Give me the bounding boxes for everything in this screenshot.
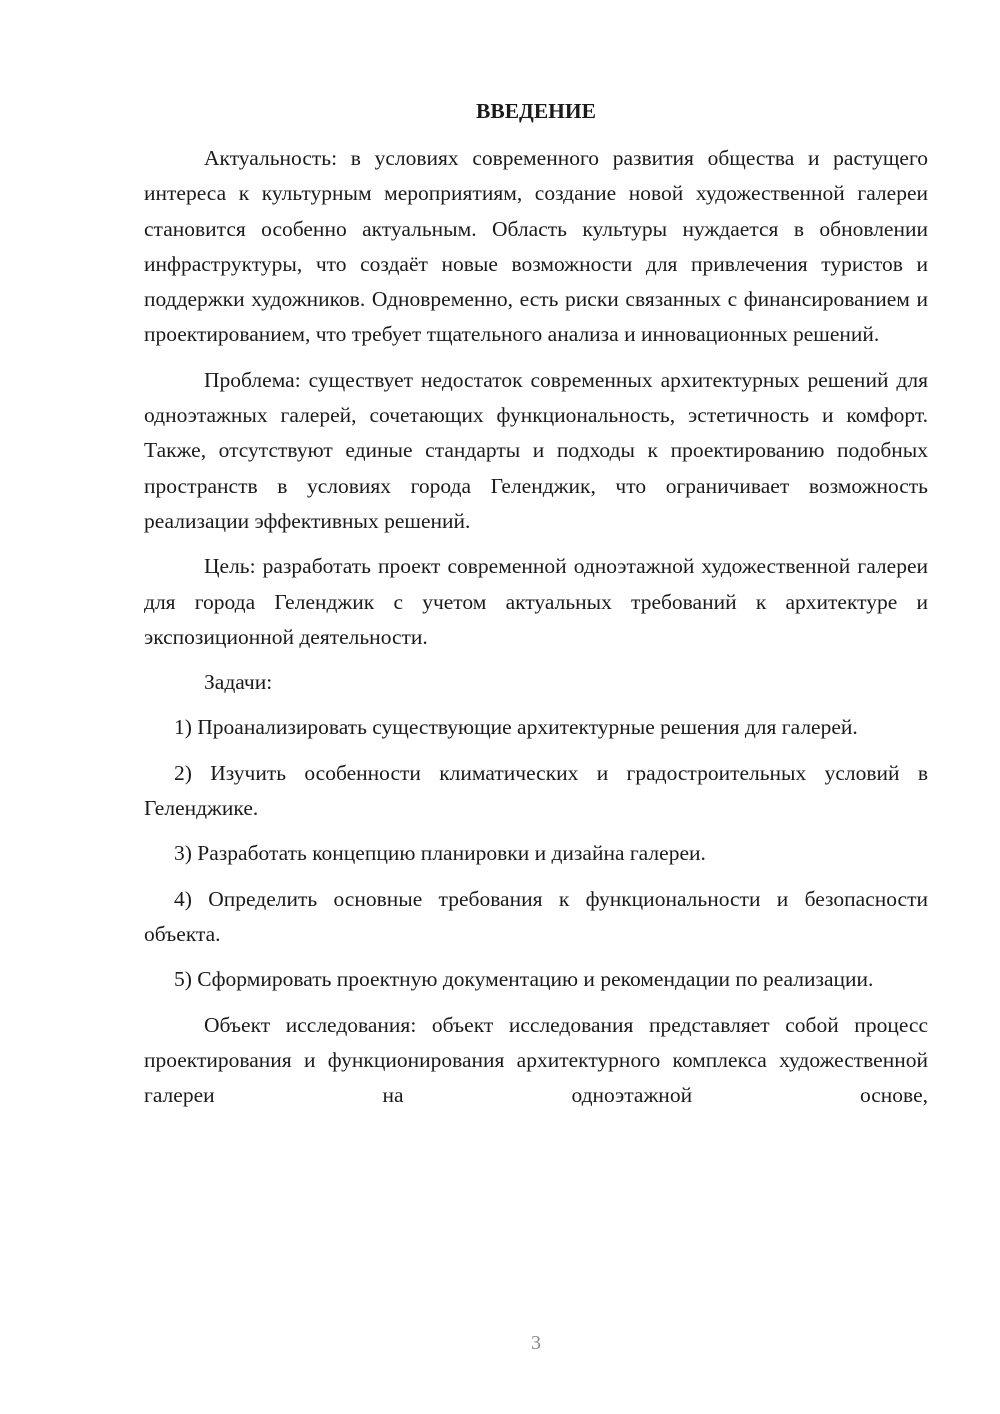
problem-paragraph: Проблема: существует недостаток современных архитектурных решений для одноэтажных галерей, сочетающих функциональность, эстетичность и комфорт. Также, отсутствуют единые стандарты и подходы к проектированию подобных пространств в условиях города Геленджик, что ограничивает возможность реализации эффективных решений.	[144, 367, 928, 533]
page-number: 3	[531, 1332, 541, 1354]
task-item-3: 3) Разработать концепцию планировки и дизайна галереи.	[174, 841, 706, 866]
task-item-1: 1) Проанализировать существующие архитектурные решения для галерей.	[174, 715, 858, 740]
document-page	[144, 96, 928, 1123]
object-paragraph: Объект исследования: объект исследования представляет собой процесс проектирования и функционирования архитектурного комплекса художественной галереи на одноэтажной основе,	[144, 1012, 928, 1108]
task-item-4: 4) Определить основные требования к функциональности и безопасности объекта.	[144, 886, 928, 946]
goal-paragraph: Цель: разработать проект современной одноэтажной художественной галереи для города Геленджик с учетом актуальных требований к архитектуре и экспозиционной деятельности.	[144, 554, 928, 649]
section-heading: ВВЕДЕНИЕ	[476, 99, 596, 123]
relevance-paragraph: Актуальность: в условиях современного развития общества и растущего интереса к культурным мероприятиям, создание новой художественной галереи становится особенно актуальным. Область культуры нуждается в обновлении инфраструктуры, что создаёт новые возможности для привлечения туристов и поддержки художников. Одновременно, есть риски связанных с финансированием и проектированием, что требует тщательного анализа и инновационных решений.	[144, 146, 928, 347]
task-item-2: 2) Изучить особенности климатических и градостроительных условий в Геленджике.	[144, 760, 928, 821]
task-item-5: 5) Сформировать проектную документацию и рекомендации по реализации.	[174, 967, 874, 992]
tasks-label: Задачи:	[204, 670, 273, 695]
